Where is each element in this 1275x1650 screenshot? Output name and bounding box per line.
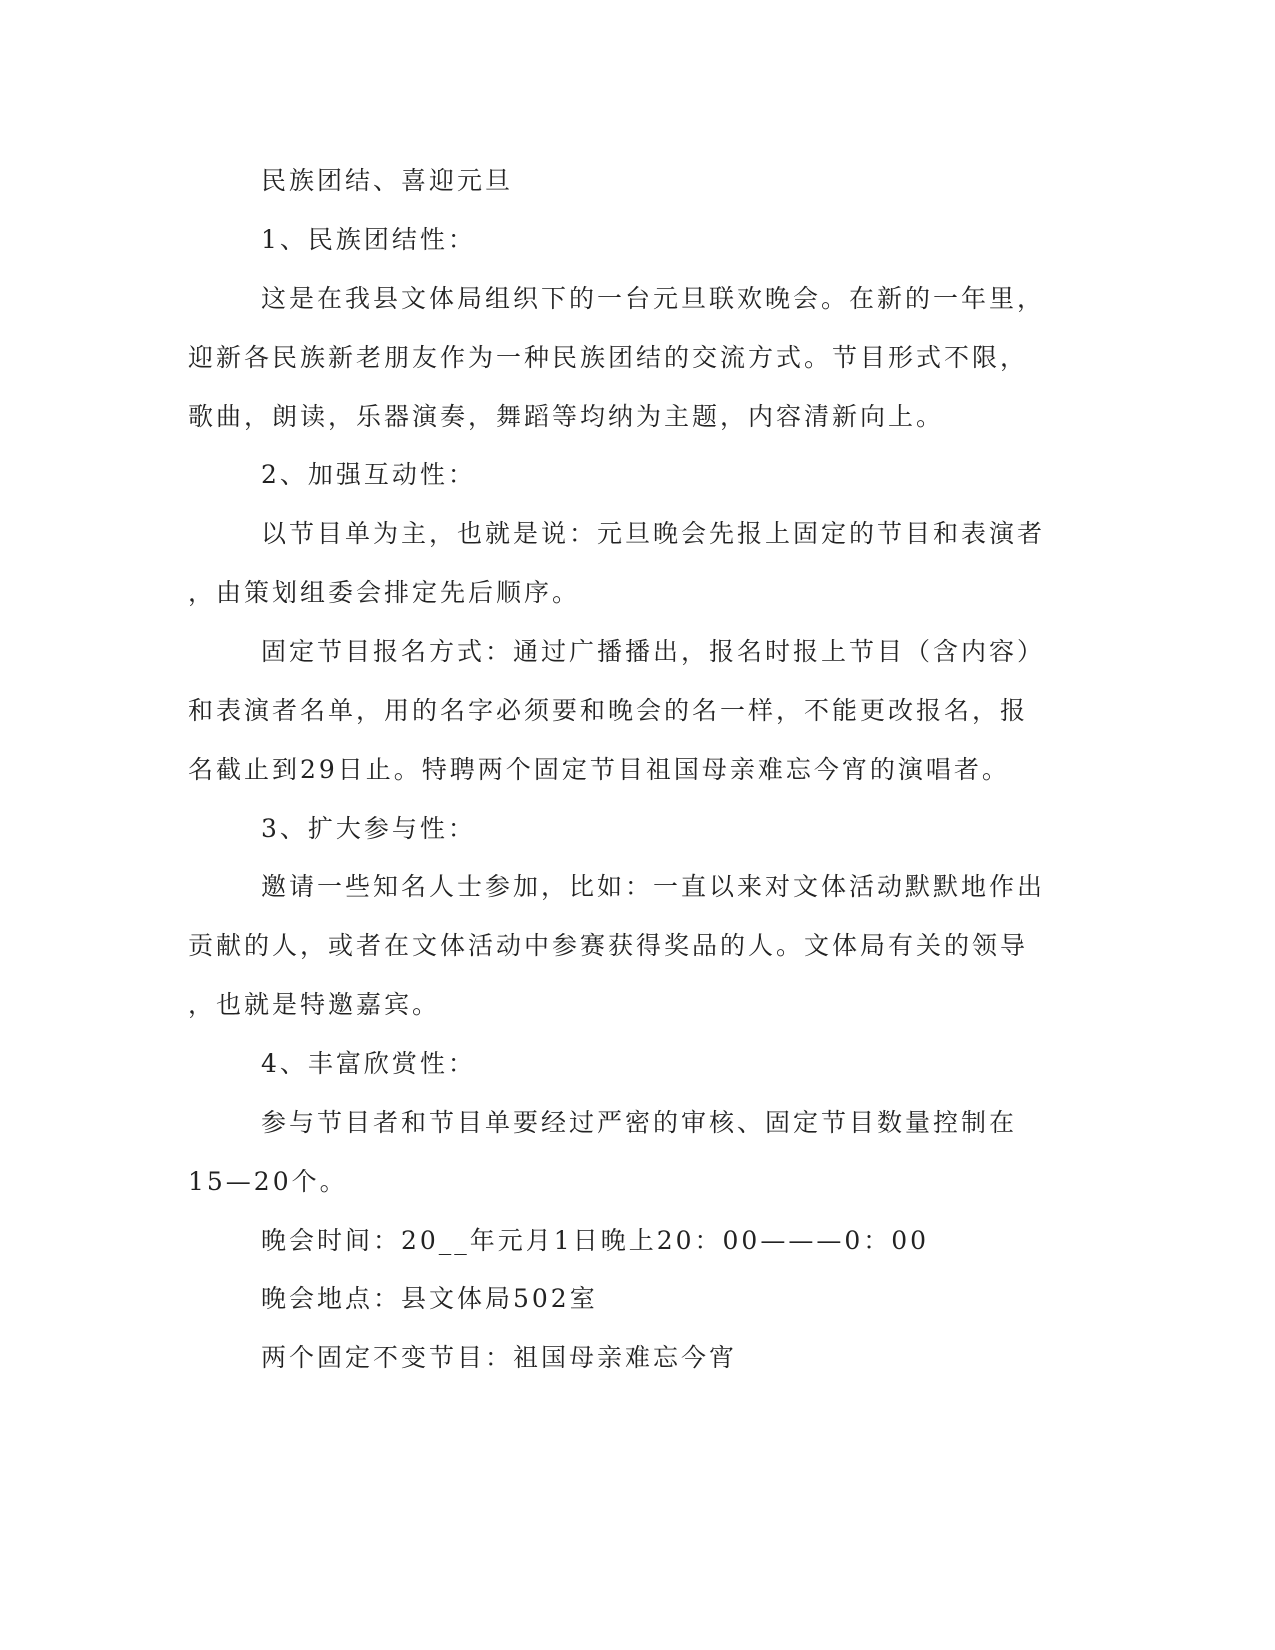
paragraph-3-line-2: 和表演者名单，用的名字必须要和晚会的名一样，不能更改报名，报 [188,696,1029,725]
event-time: 晚会时间：20__年元月1日晚上20：00———0：00 [261,1226,930,1255]
fixed-programs: 两个固定不变节目：祖国母亲难忘今宵 [261,1343,738,1372]
section-1-heading: 1、民族团结性： [261,225,476,254]
paragraph-2-line-1: 以节目单为主，也就是说：元旦晚会先报上固定的节目和表演者 [261,519,1046,548]
heading-theme: 民族团结、喜迎元旦 [261,166,514,195]
paragraph-4-line-2: 贡献的人，或者在文体活动中参赛获得奖品的人。文体局有关的领导 [188,931,1029,960]
paragraph-4-line-3: ，也就是特邀嘉宾。 [188,990,441,1019]
paragraph-5-line-1: 参与节目者和节目单要经过严密的审核、固定节目数量控制在 [261,1108,1018,1137]
event-location: 晚会地点：县文体局502室 [261,1284,598,1313]
section-4-heading: 4、丰富欣赏性： [261,1049,476,1078]
paragraph-1-line-3: 歌曲，朗读，乐器演奏，舞蹈等均纳为主题，内容清新向上。 [188,402,945,431]
section-3-heading: 3、扩大参与性： [261,814,476,843]
paragraph-2-line-2: ，由策划组委会排定先后顺序。 [188,578,581,607]
paragraph-1-line-2: 迎新各民族新老朋友作为一种民族团结的交流方式。节目形式不限， [188,343,1029,372]
paragraph-5-line-2: 15—20个。 [188,1167,348,1196]
paragraph-1-line-1: 这是在我县文体局组织下的一台元旦联欢晚会。在新的一年里， [261,284,1046,313]
paragraph-3-line-1: 固定节目报名方式：通过广播播出，报名时报上节目（含内容） [261,637,1046,666]
paragraph-4-line-1: 邀请一些知名人士参加，比如：一直以来对文体活动默默地作出 [261,872,1046,901]
section-2-heading: 2、加强互动性： [261,460,476,489]
paragraph-3-line-3: 名截止到29日止。特聘两个固定节目祖国母亲难忘今宵的演唱者。 [188,755,1010,784]
